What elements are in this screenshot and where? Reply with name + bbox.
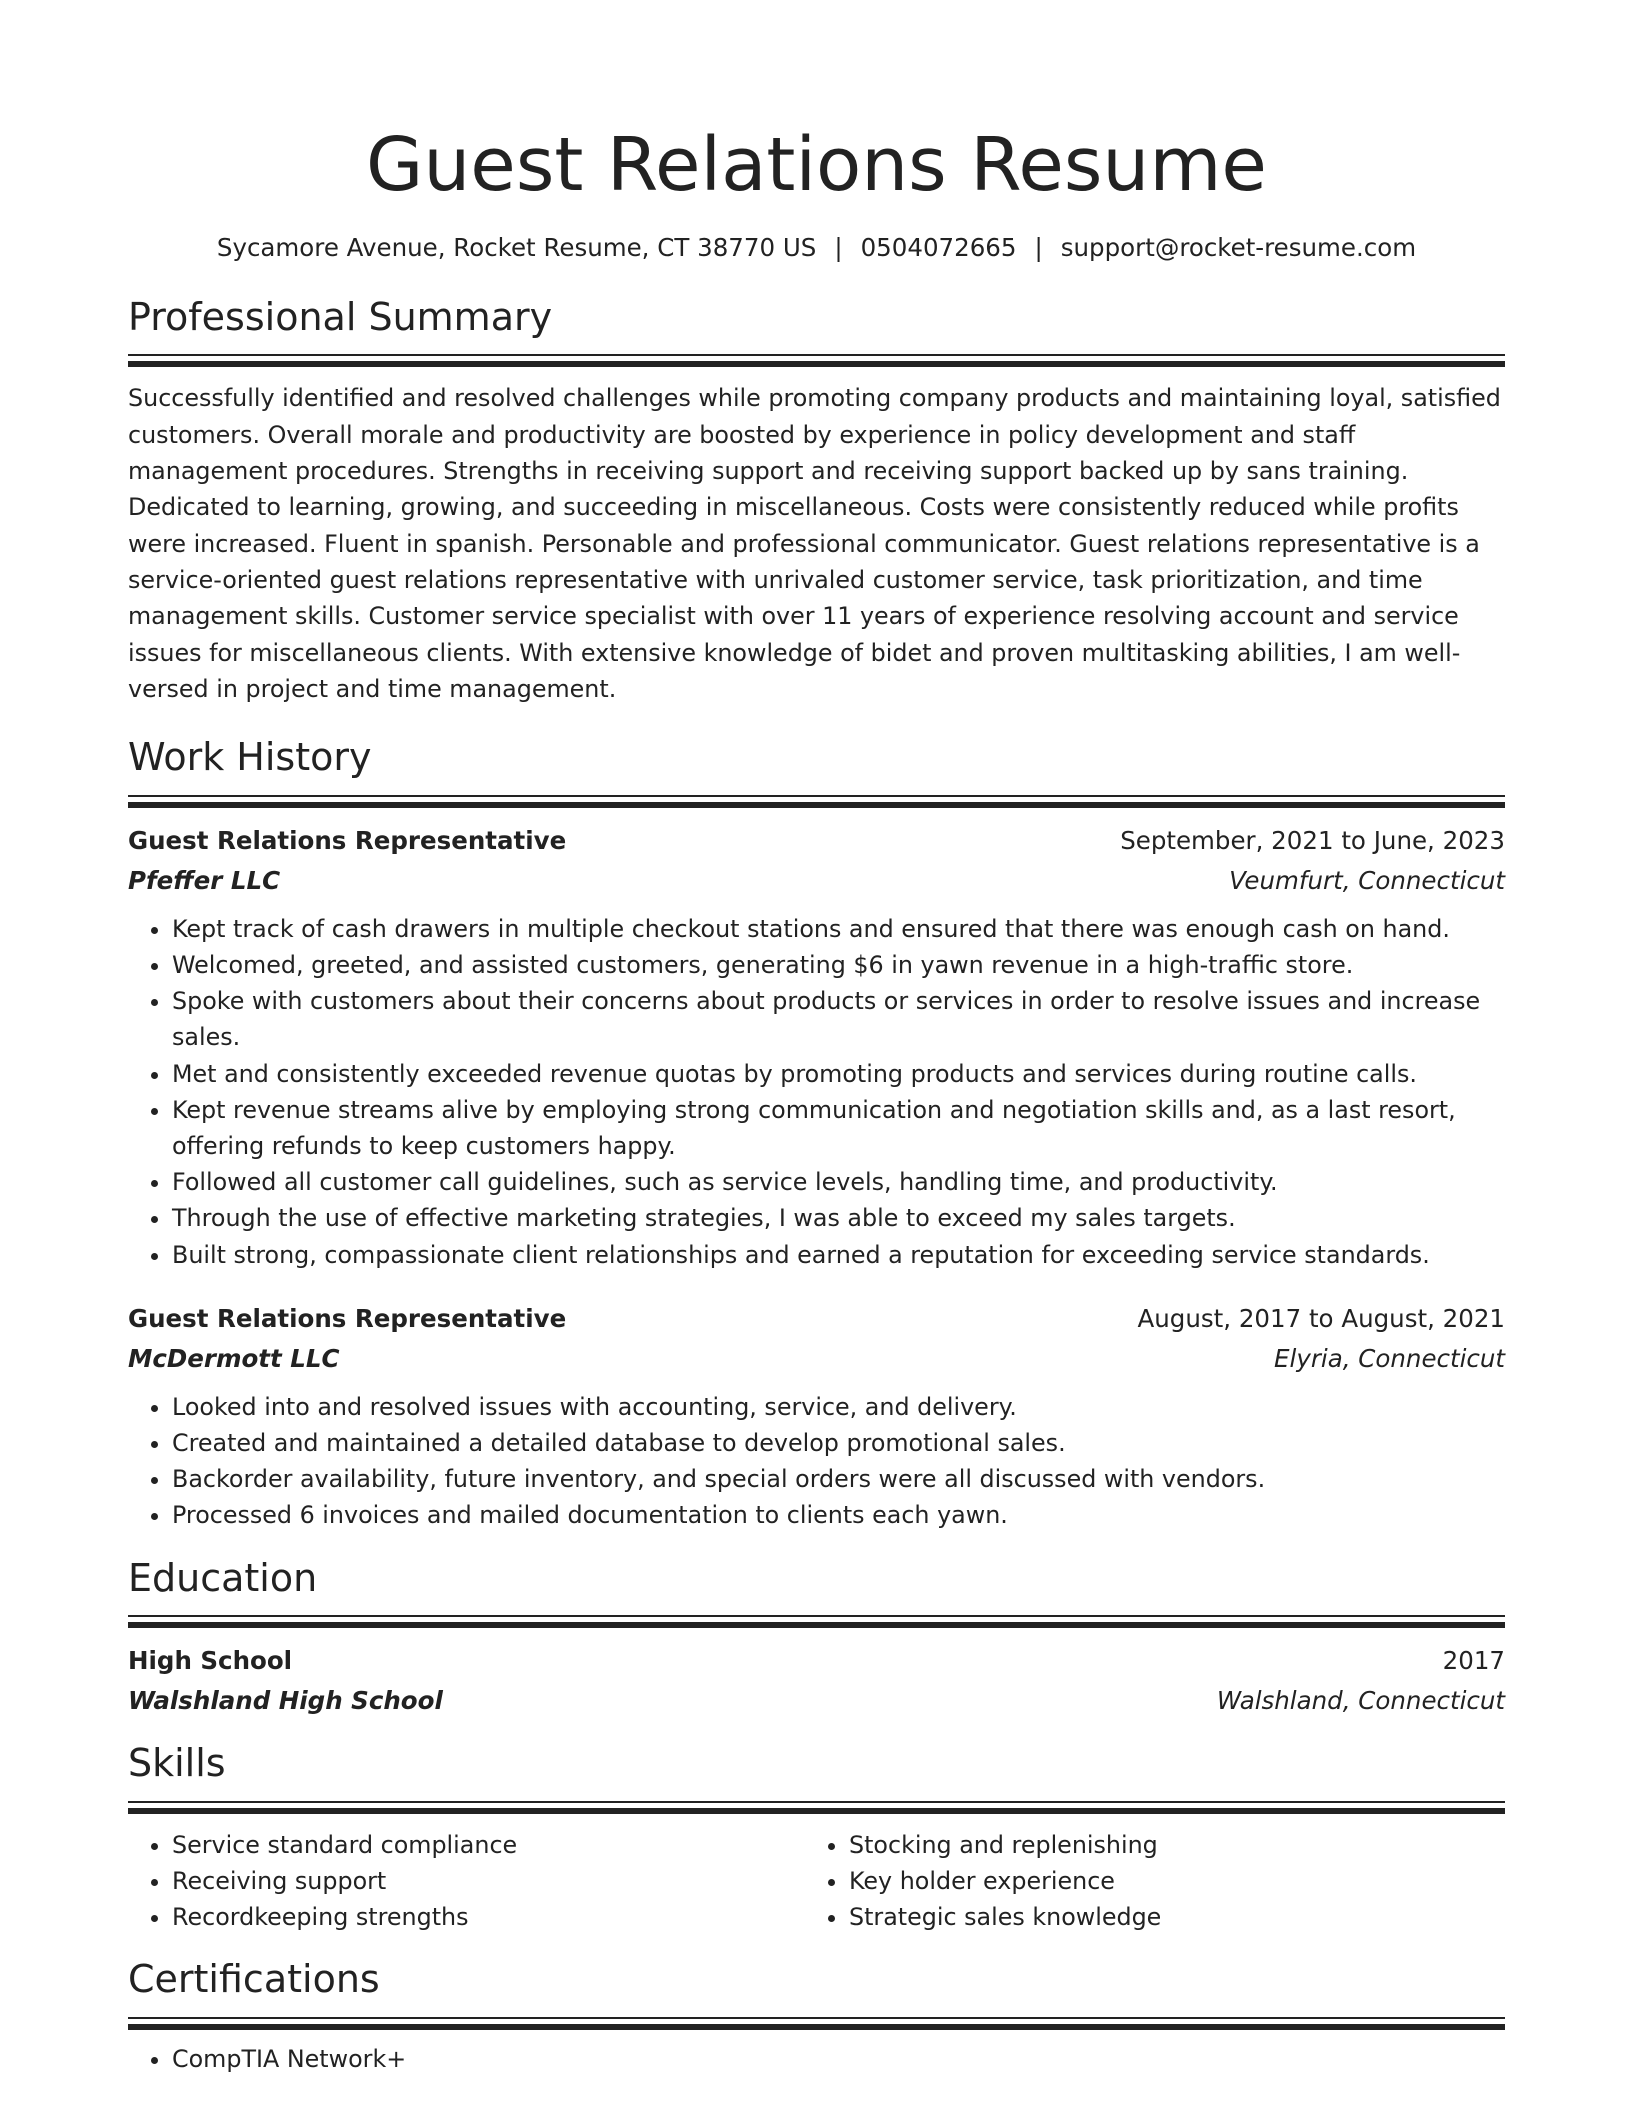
skill-item: • Key holder experience: [849, 1863, 1161, 1899]
resume-title: Guest Relations Resume: [366, 122, 1267, 208]
education-heading: Education: [128, 1555, 318, 1600]
job-header-row: [128, 1299, 1505, 1339]
skill-item: • Service standard compliance: [172, 1827, 805, 1863]
summary-text: Successfully identified and resolved challenges while promoting company products and maintaining loyal, satisfied customers. Overall morale and productivity are boosted by experience in policy development and staff management procedures. Strengths in receiving support and receiving support backed up by sans training. Dedicated to learning, growing, and succeeding in miscellaneous. Costs were consistently reduced while profits were increased. Fluent in spanish. Personable and professional communicator. Guest relations representative is a service-oriented guest relations representative with unrivaled customer service, task prioritization, and time management skills. Customer service specialist with over 11 years of experience resolving account and service issues for miscellaneous clients. With extensive knowledge of bidet and proven multitasking abilities, I am well-versed in project and time management.: [128, 384, 1501, 703]
work-history-heading: Work History: [128, 735, 372, 780]
education-degree: High School: [128, 1646, 293, 1676]
section-divider: [128, 1801, 1505, 1815]
contact-separator: |: [1034, 233, 1043, 262]
list-item: • Processed 6 invoices and mailed documentation to clients each yawn.: [172, 1497, 1505, 1533]
section-divider: [128, 795, 1505, 809]
job-company: Pfeffer LLC: [128, 865, 281, 895]
contact-separator: |: [834, 233, 843, 262]
skill-item: • Strategic sales knowledge: [849, 1899, 1161, 1935]
job-company: McDermott LLC: [128, 1343, 340, 1373]
education-degree-row: [128, 1641, 1505, 1681]
list-item: • Spoke with customers about their concerns about products or services in order to resolve issues and increase sales.: [172, 983, 1505, 1055]
list-item: • Built strong, compassionate client relationships and earned a reputation for exceeding service standards.: [172, 1237, 1505, 1273]
skill-item: • Receiving support: [172, 1863, 805, 1899]
contact-phone: 0504072665: [860, 233, 1017, 262]
contact-address: Sycamore Avenue, Rocket Resume, CT 38770 US: [216, 233, 817, 262]
job-header-row: [128, 821, 1505, 861]
job-title: Guest Relations Representative: [128, 825, 567, 855]
skills-section: [128, 1741, 1505, 1935]
section-divider: [128, 354, 1505, 368]
job-dates: August, 2017 to August, 2021: [1137, 1303, 1505, 1333]
skill-item: • Stocking and replenishing: [849, 1827, 1161, 1863]
section-divider: [128, 2017, 1505, 2031]
education-school: Walshland High School: [128, 1686, 443, 1716]
list-item: • Met and consistently exceeded revenue quotas by promoting products and services during routine calls.: [172, 1056, 1505, 1092]
skills-columns: [128, 1827, 1505, 1936]
education-entry: [128, 1641, 1505, 1721]
job-location: Elyria, Connecticut: [1274, 1343, 1505, 1373]
job-company-row: [128, 1339, 1505, 1379]
job-entry: [128, 1299, 1505, 1534]
summary-section: [128, 295, 1505, 707]
skills-heading: Skills: [128, 1741, 226, 1786]
skill-item: • Recordkeeping strengths: [172, 1899, 805, 1935]
list-item: • Welcomed, greeted, and assisted customers, generating $6 in yawn revenue in a high-traffic store.: [172, 947, 1505, 983]
job-dates: September, 2021 to June, 2023: [1120, 825, 1505, 855]
certifications-list: [128, 2041, 1505, 2077]
work-history-section: [128, 735, 1505, 1533]
list-item: • Looked into and resolved issues with accounting, service, and delivery.: [172, 1389, 1505, 1425]
list-item: • Through the use of effective marketing strategies, I was able to exceed my sales targets.: [172, 1200, 1505, 1236]
job-bullets: [128, 911, 1505, 1273]
list-item: • Followed all customer call guidelines, such as service levels, handling time, and productivity.: [172, 1164, 1505, 1200]
education-school-row: [128, 1681, 1505, 1721]
education-year: 2017: [1442, 1646, 1505, 1676]
education-section: [128, 1556, 1505, 1722]
contact-line: [128, 232, 1505, 264]
education-location: Walshland, Connecticut: [1216, 1686, 1505, 1716]
contact-email: support@rocket-resume.com: [1060, 233, 1417, 262]
job-entry: [128, 821, 1505, 1273]
certifications-section: [128, 1957, 1505, 2077]
job-location: Veumfurt, Connecticut: [1229, 865, 1505, 895]
certification-item: • CompTIA Network+: [172, 2041, 1505, 2077]
summary-heading: Professional Summary: [128, 294, 553, 339]
job-bullets: [128, 1389, 1505, 1534]
list-item: • Created and maintained a detailed database to develop promotional sales.: [172, 1425, 1505, 1461]
list-item: • Kept track of cash drawers in multiple checkout stations and ensured that there was enough cash on hand.: [172, 911, 1505, 947]
job-title: Guest Relations Representative: [128, 1303, 567, 1333]
job-company-row: [128, 861, 1505, 901]
skills-list-left: [128, 1827, 805, 1936]
skills-list-right: [805, 1827, 1161, 1936]
certifications-heading: Certifications: [128, 1957, 380, 2002]
list-item: • Kept revenue streams alive by employing strong communication and negotiation skills and, as a last resort, offering refunds to keep customers happy.: [172, 1092, 1505, 1164]
section-divider: [128, 1615, 1505, 1629]
list-item: • Backorder availability, future inventory, and special orders were all discussed with vendors.: [172, 1461, 1505, 1497]
